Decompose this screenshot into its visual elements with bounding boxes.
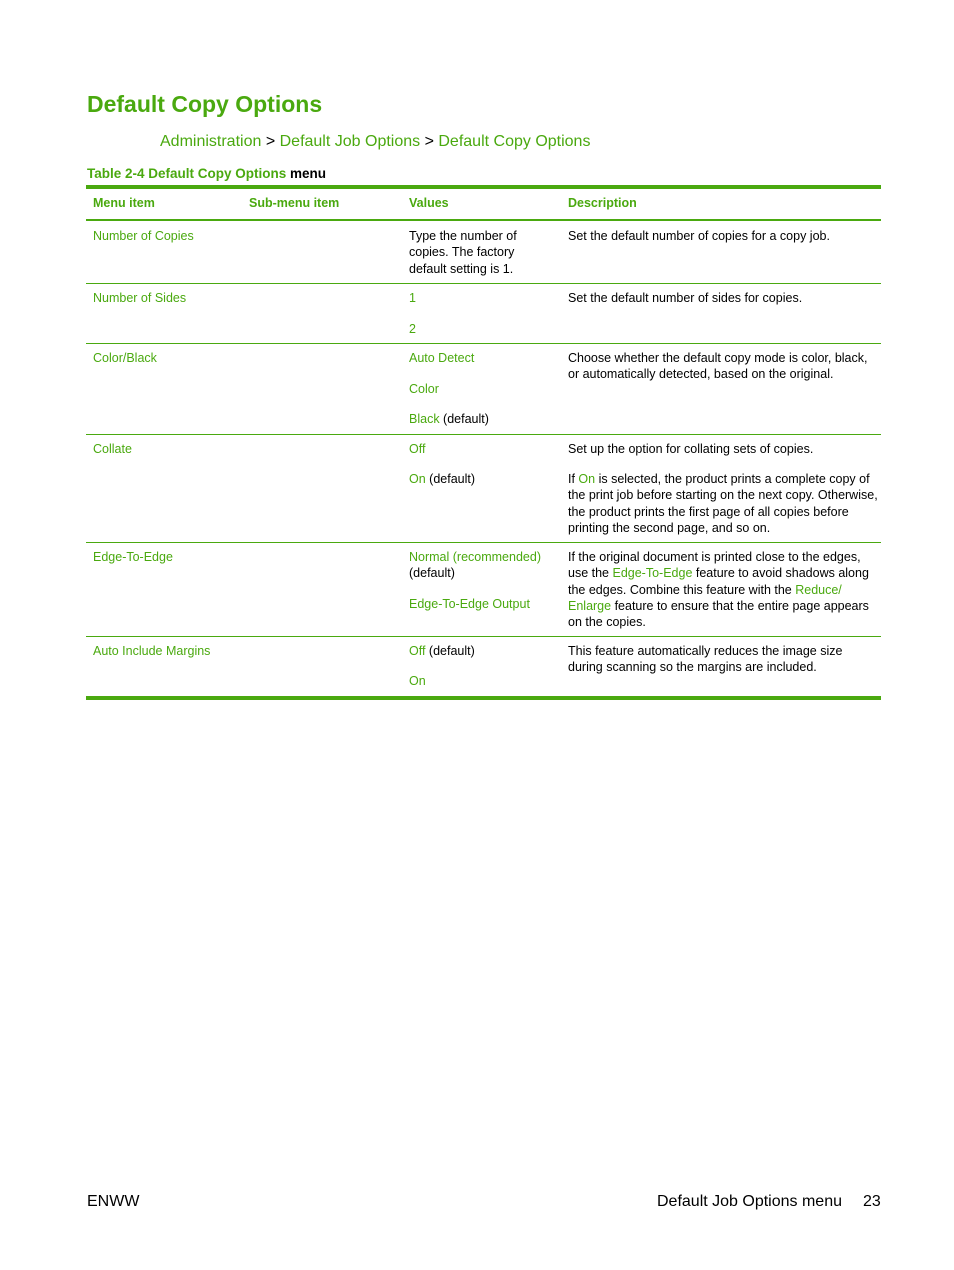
breadcrumb-administration[interactable]: Administration [160, 133, 262, 150]
row-divider [86, 343, 881, 344]
table-header-rule [86, 219, 881, 221]
menu-item-edge-to-edge[interactable]: Edge-To-Edge [93, 550, 173, 564]
value-option-edge-to-edge-output[interactable]: Edge-To-Edge Output [409, 597, 530, 611]
menu-item-collate[interactable]: Collate [93, 442, 132, 456]
description-link-edge-to-edge[interactable]: Edge-To-Edge [612, 566, 693, 581]
table-caption-suffix: menu [286, 166, 327, 181]
table-caption-title: Table 2-4 Default Copy Options [87, 166, 287, 181]
default-marker: (default) [425, 644, 475, 658]
menu-item-color-black[interactable]: Color/Black [93, 351, 157, 365]
description-fragment: feature to ensure that the entire page appears on the copies. [568, 598, 869, 630]
description-fragment: If the original document is printed close to the edges, use the [568, 550, 861, 581]
page-title: Default Copy Options [87, 91, 323, 117]
footer-section-label: Default Job Options menu [657, 1193, 842, 1210]
description-text: Set the default number of copies for a copy job. [568, 229, 830, 243]
breadcrumb-separator: > [420, 133, 439, 150]
column-header-sub-menu-item: Sub-menu item [249, 196, 340, 210]
value-option-normal[interactable]: Normal (recommended) [409, 550, 541, 564]
breadcrumb [160, 133, 590, 151]
value-option-off[interactable]: Off [409, 644, 426, 658]
description-text: This feature automatically reduces the image size during scanning so the margins are included. [568, 644, 843, 675]
default-marker: (default) [439, 412, 489, 426]
menu-item-auto-include-margins[interactable]: Auto Include Margins [93, 644, 211, 658]
row-divider [86, 542, 881, 543]
column-header-menu-item: Menu item [93, 196, 155, 210]
menu-item-number-of-sides[interactable]: Number of Sides [93, 291, 187, 305]
default-marker: (default) [409, 566, 455, 580]
value-option-on[interactable]: On [409, 472, 426, 486]
value-option-off[interactable]: Off [409, 442, 426, 456]
value-option-on-row [409, 471, 559, 487]
column-header-description: Description [568, 196, 637, 210]
description-text: Set the default number of sides for copies. [568, 291, 803, 305]
table-bottom-rule [86, 696, 881, 700]
description-text [568, 471, 880, 536]
footer-left: ENWW [87, 1193, 140, 1210]
description-link-on[interactable]: On [578, 472, 596, 486]
value-option-on[interactable]: On [409, 674, 426, 688]
description-link-reduce-enlarge[interactable]: Reduce/ Enlarge [568, 582, 842, 613]
menu-item-number-of-copies[interactable]: Number of Copies [93, 229, 194, 243]
description-fragment: is selected, the product prints a complete copy of the print job before starting on the next copy. Otherwise, the product prints the first page of all copies before printing the second page, and so on. [568, 472, 878, 535]
table-caption [87, 166, 326, 181]
row-divider [86, 434, 881, 435]
description-fragment: If [568, 472, 579, 486]
value-text: Type the number of copies. The factory default setting is 1. [409, 229, 517, 276]
value-option-black[interactable]: Black [409, 412, 440, 426]
description-text [568, 549, 880, 630]
table-top-rule [86, 185, 881, 189]
row-divider [86, 283, 881, 284]
column-header-values: Values [409, 196, 449, 210]
breadcrumb-default-job-options[interactable]: Default Job Options [279, 133, 421, 150]
breadcrumb-default-copy-options[interactable]: Default Copy Options [438, 133, 591, 150]
value-option-1[interactable]: 1 [409, 291, 416, 305]
default-marker: (default) [425, 472, 476, 486]
description-text: Choose whether the default copy mode is color, black, or automatically detected, based on the original. [568, 351, 868, 382]
value-option-color[interactable]: Color [409, 382, 439, 396]
description-fragment: feature to avoid shadows along the edges. Combine this feature with the [568, 566, 869, 597]
description-text: Set up the option for collating sets of copies. [568, 442, 814, 456]
value-option-auto-detect[interactable]: Auto Detect [409, 351, 475, 365]
page-number: 23 [863, 1193, 881, 1210]
value-option-2[interactable]: 2 [409, 322, 416, 336]
value-option-off-row [409, 643, 559, 659]
value-option-black-row [409, 411, 559, 427]
row-divider [86, 636, 881, 637]
breadcrumb-separator: > [261, 133, 280, 150]
